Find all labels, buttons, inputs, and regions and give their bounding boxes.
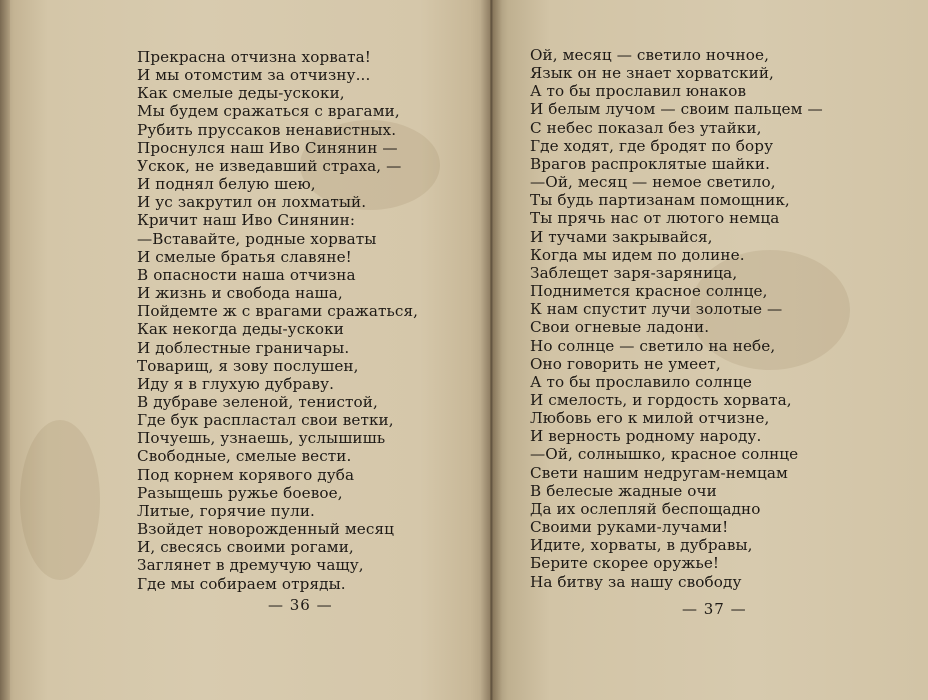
poem-line: А то бы прославило солнце (530, 372, 752, 391)
poem-line: Идите, хорваты, в дубравы, (530, 536, 753, 555)
poem-line: Свои огневые ладони. (530, 318, 710, 337)
poem-line: Почуешь, узнаешь, услышишь (137, 429, 386, 448)
poem-line: Но солнце — светило на небе, (530, 336, 776, 355)
poem-line: Литые, горячие пули. (137, 501, 315, 520)
poem-line: А то бы прославил юнаков (530, 82, 747, 101)
poem-line: И, свесясь своими рогами, (137, 538, 354, 557)
poem-line: В опасности наша отчизна (137, 265, 356, 284)
poem-line: Пойдемте ж с врагами сражаться, (137, 302, 419, 321)
paper-stain (20, 420, 100, 580)
poem-line: И смелость, и гордость хорвата, (530, 390, 792, 409)
poem-line: Поднимется красное солнце, (530, 282, 768, 301)
poem-line: И ус закрутил он лохматый. (137, 193, 367, 212)
page-edge (0, 0, 10, 700)
poem-line: —Ой, солнышко, красное солнце (530, 445, 799, 464)
poem-line: На битву за нашу свободу (530, 572, 742, 591)
poem-line: Ты будь партизанам помощник, (530, 191, 790, 210)
poem-line: Кричит наш Иво Синянин: (137, 211, 356, 230)
poem-line: Ой, месяц — светило ночное, (530, 46, 770, 64)
poem-line: Ускок, не изведавший страха, — (137, 156, 402, 175)
poem-text-right (530, 46, 823, 591)
poem-line: Иду я в глухую дубраву. (137, 374, 335, 393)
poem-text-left (137, 48, 418, 593)
poem-line: И мы отомстим за отчизну... (137, 66, 371, 85)
poem-line: Язык он не знает хорватский, (530, 64, 774, 83)
poem-line: Рубить пруссаков ненавистных. (137, 120, 397, 139)
poem-line: Берите скорее оружье! (530, 554, 720, 573)
poem-line: Да их ослепляй беспощадно (530, 499, 761, 518)
poem-line: И жизнь и свобода наша, (137, 284, 343, 303)
poem-line: И доблестные граничары. (137, 338, 350, 357)
poem-line: В белесые жадные очи (530, 481, 717, 500)
poem-line: Оно говорить не умеет, (530, 354, 721, 373)
poem-line: Любовь его к милой отчизне, (530, 409, 770, 428)
poem-line: Как смелые деды-ускоки, (137, 84, 345, 103)
poem-line: И тучами закрывайся, (530, 227, 713, 246)
poem-line: Своими руками-лучами! (530, 518, 729, 537)
poem-line: И белым лучом — своим пальцем — (530, 100, 823, 119)
poem-line: Где ходят, где бродят по бору (530, 136, 774, 155)
poem-line: Как некогда деды-ускоки (137, 320, 344, 339)
poem-line: Заблещет заря-заряница, (530, 263, 738, 282)
poem-line: И верность родному народу. (530, 427, 762, 446)
poem-line: С небес показал без утайки, (530, 118, 762, 137)
poem-line: К нам спустит лучи золотые — (530, 300, 783, 319)
poem-line: Свободные, смелые вести. (137, 447, 352, 466)
book-gutter (480, 0, 502, 700)
page-number-right: — 37 — (682, 600, 747, 618)
poem-line: Врагов распроклятые шайки. (530, 154, 771, 173)
poem-line: Мы будем сражаться с врагами, (137, 102, 400, 121)
poem-line: В дубраве зеленой, тенистой, (137, 392, 378, 411)
poem-line: Прекрасна отчизна хорвата! (137, 48, 371, 66)
page-number-left: — 36 — (268, 596, 333, 614)
poem-line: Где бук распластал свои ветки, (137, 411, 394, 430)
poem-line: Заглянет в дремучую чащу, (137, 556, 364, 575)
poem-line: Когда мы идем по долине. (530, 245, 745, 264)
poem-line: Ты прячь нас от лютого немца (530, 209, 780, 228)
poem-line: Товарищ, я зову послушен, (137, 356, 359, 375)
poem-line: —Ой, месяц — немое светило, (530, 173, 776, 192)
poem-line: Проснулся наш Иво Синянин — (137, 138, 398, 157)
poem-line: Свети нашим недругам-немцам (530, 463, 788, 482)
poem-line: —Вставайте, родные хорваты (137, 229, 377, 248)
poem-line: Взойдет новорожденный месяц (137, 520, 395, 539)
poem-line: Под корнем корявого дуба (137, 465, 355, 484)
poem-line: Где мы собираем отряды. (137, 574, 346, 593)
poem-line: Разыщешь ружье боевое, (137, 483, 343, 502)
poem-line: И смелые братья славяне! (137, 247, 352, 266)
poem-line: И поднял белую шею, (137, 175, 316, 194)
right-page (490, 0, 928, 700)
